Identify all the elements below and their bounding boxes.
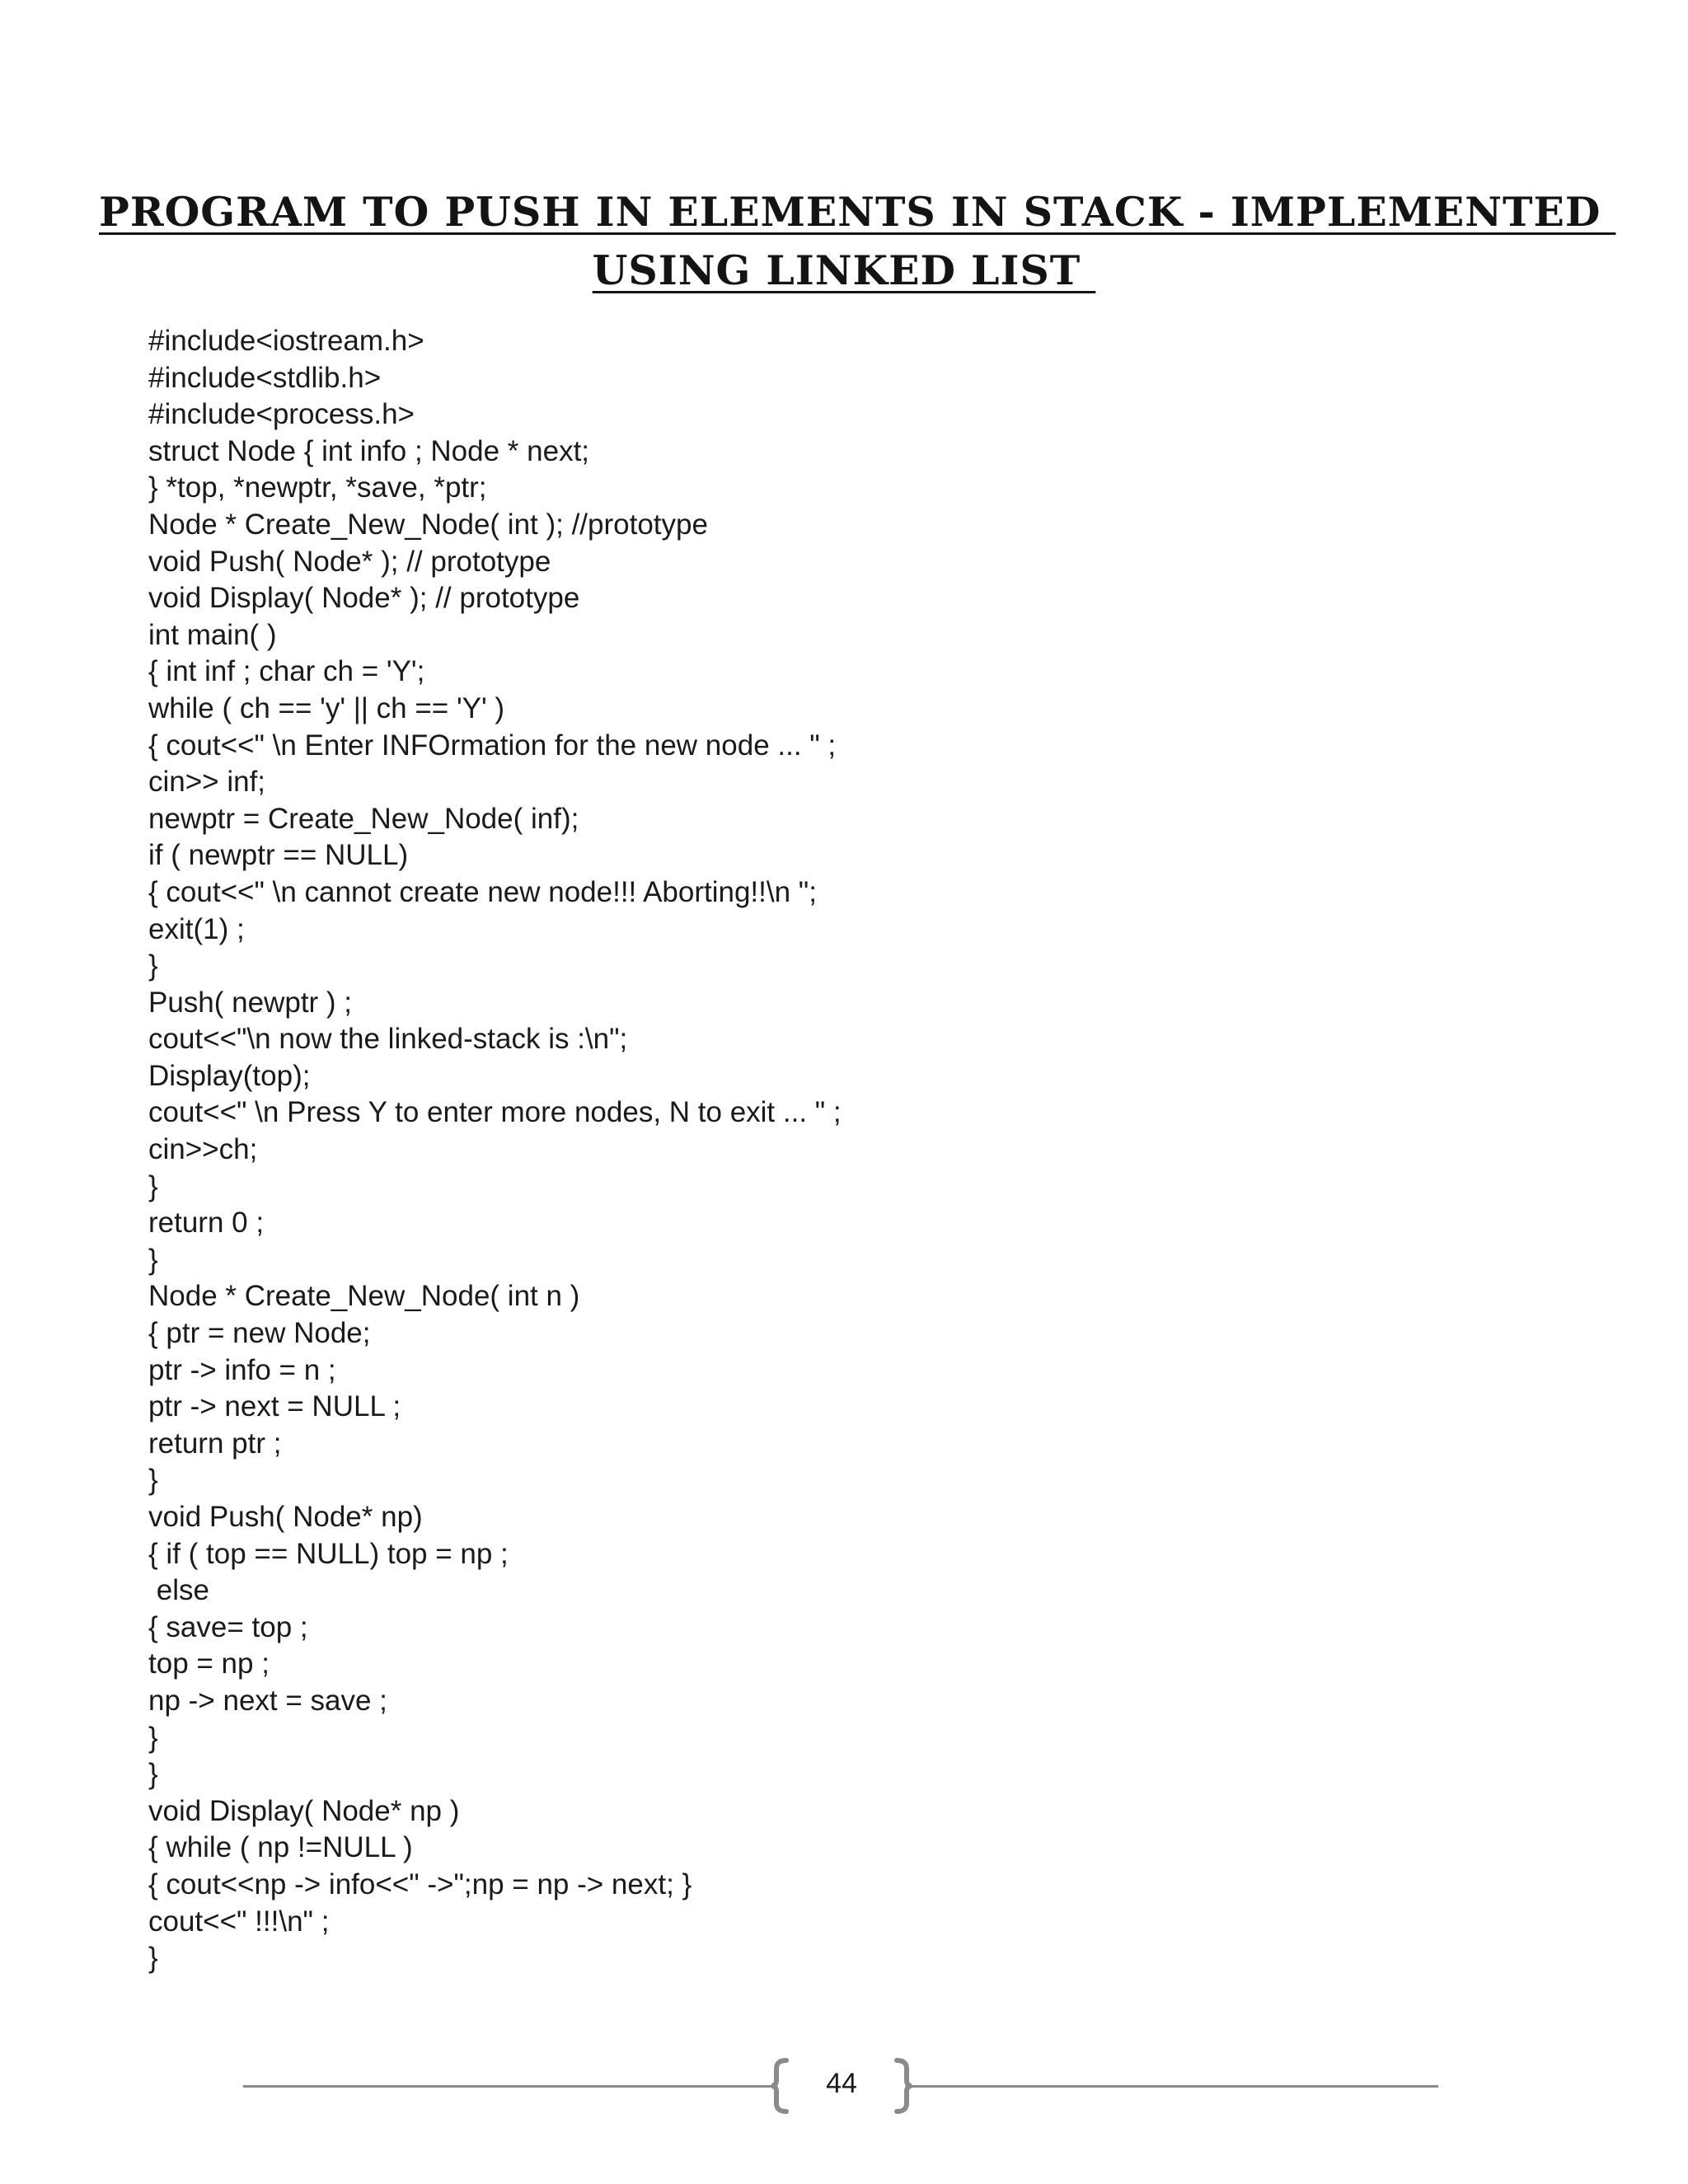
code-line: #include<process.h> [148, 398, 415, 431]
page-title [99, 183, 1616, 300]
footer-rule-left [243, 2085, 772, 2088]
code-line: if ( newptr == NULL) [148, 839, 409, 872]
code-line: exit(1) ; [148, 912, 245, 945]
code-line: cin>>ch; [148, 1133, 258, 1166]
code-line: void Push( Node* np) [148, 1501, 423, 1533]
footer-rule-right [911, 2085, 1438, 2088]
code-line: Node * Create_New_Node( int ); //prototype [148, 508, 708, 541]
code-line: Display(top); [148, 1059, 311, 1092]
code-line: { ptr = new Node; [148, 1317, 371, 1350]
title-line-2: USING LINKED LIST [592, 246, 1096, 294]
code-line: } [148, 949, 158, 982]
code-line: np -> next = save ; [148, 1684, 387, 1717]
code-line: { if ( top == NULL) top = np ; [148, 1537, 509, 1570]
code-line: } [148, 1758, 158, 1791]
code-line: { while ( np !=NULL ) [148, 1831, 413, 1864]
code-line: cout<<" \n Press Y to enter more nodes, N to exit ... " ; [148, 1096, 842, 1129]
code-line: newptr = Create_New_Node( inf); [148, 802, 579, 835]
title-line-1: PROGRAM TO PUSH IN ELEMENTS IN STACK - IMPLEMENTED [99, 188, 1616, 236]
code-line: { int inf ; char ch = 'Y'; [148, 655, 425, 688]
code-line: cout<<" !!!\n" ; [148, 1905, 330, 1938]
code-line: ptr -> info = n ; [148, 1353, 336, 1386]
code-line: { cout<<" \n cannot create new node!!! Aborting!!\n "; [148, 875, 817, 908]
page-number-frame [768, 2057, 915, 2115]
code-line: cin>> inf; [148, 766, 266, 799]
page-number: 44 [826, 2068, 857, 2099]
code-line: return 0 ; [148, 1207, 265, 1240]
code-line: void Display( Node* np ) [148, 1794, 460, 1827]
code-line: } *top, *newptr, *save, *ptr; [148, 471, 487, 504]
code-line: } [148, 1243, 158, 1276]
code-line: { save= top ; [148, 1610, 308, 1643]
code-line: ptr -> next = NULL ; [148, 1390, 401, 1423]
code-line: { cout<<" \n Enter INFOrmation for the new node ... " ; [148, 729, 837, 762]
code-line: top = np ; [148, 1647, 270, 1680]
code-line: { cout<<np -> info<<" ->";np = np -> next; } [148, 1868, 692, 1900]
code-listing [148, 323, 1550, 1977]
code-line: int main( ) [148, 618, 277, 651]
code-line: return ptr ; [148, 1427, 282, 1460]
code-line: void Display( Node* ); // prototype [148, 582, 580, 615]
code-line: struct Node { int info ; Node * next; [148, 434, 590, 467]
code-line: else [148, 1574, 209, 1607]
code-line: Push( newptr ) ; [148, 986, 353, 1019]
code-line: while ( ch == 'y' || ch == 'Y' ) [148, 691, 505, 724]
code-line: } [148, 1721, 158, 1754]
code-line: #include<stdlib.h> [148, 361, 382, 394]
code-line: } [148, 1464, 158, 1497]
code-line: void Push( Node* ); // prototype [148, 545, 551, 578]
code-line: } [148, 1169, 158, 1202]
code-line: } [148, 1942, 158, 1975]
code-line: #include<iostream.h> [148, 325, 424, 357]
code-line: cout<<"\n now the linked-stack is :\n"; [148, 1023, 628, 1056]
code-line: Node * Create_New_Node( int n ) [148, 1280, 580, 1313]
